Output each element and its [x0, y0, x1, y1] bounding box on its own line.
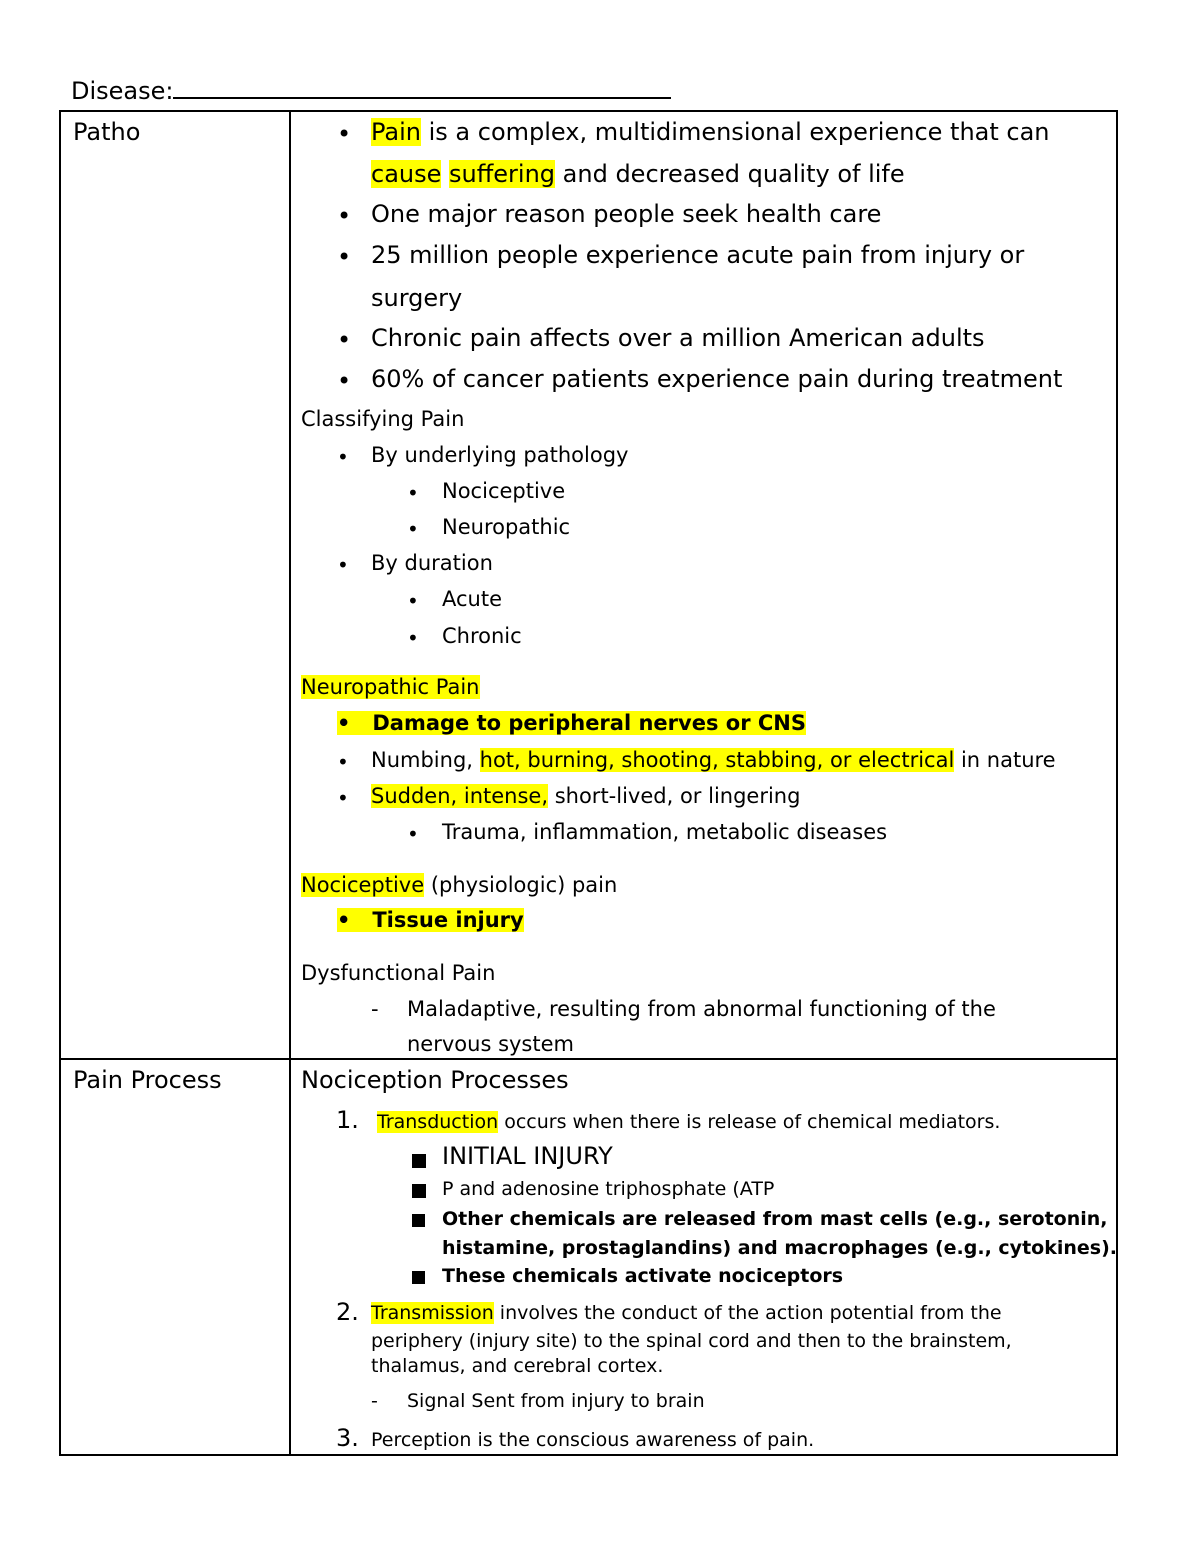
dash-icon: -	[371, 1390, 378, 1412]
bullet-icon: •	[407, 822, 419, 846]
dysfunctional-line2: nervous system	[407, 1032, 574, 1056]
dysfunctional-heading: Dysfunctional Pain	[301, 961, 496, 985]
item-number-2: 2.	[336, 1298, 359, 1326]
row-label-pain-process: Pain Process	[73, 1066, 222, 1094]
bullet-icon: •	[407, 481, 419, 505]
row-pain-process	[61, 1060, 1116, 1454]
bullet-icon: •	[337, 120, 352, 148]
transduction-text: Transduction occurs when there is release of chemical mediators.	[377, 1111, 1001, 1133]
dash-icon: -	[371, 997, 379, 1021]
nociceptive-item: Nociceptive	[442, 479, 566, 503]
bullet-pain-complex: Pain is a complex, multidimensional experience that can	[371, 118, 1050, 146]
bullet-chronic: Chronic pain affects over a million American adults	[371, 324, 985, 352]
bullet-icon: •	[407, 517, 419, 541]
disease-label: Disease:	[71, 77, 174, 105]
transmission-line3: thalamus, and cerebral cortex.	[371, 1355, 664, 1377]
bullet-pain-cont: cause suffering and decreased quality of life	[371, 160, 905, 188]
bullet-icon: •	[337, 367, 352, 395]
nociception-heading: Nociception Processes	[301, 1066, 569, 1094]
neuropathic-sudden: Sudden, intense, short-lived, or lingering	[371, 784, 801, 808]
by-duration: By duration	[371, 551, 493, 575]
neuropathic-item: Neuropathic	[442, 515, 571, 539]
transmission-line2: periphery (injury site) to the spinal cord and then to the brainstem,	[371, 1330, 1012, 1352]
bullet-icon: •	[337, 326, 352, 354]
bullet-cancer: 60% of cancer patients experience pain during treatment	[371, 365, 1063, 393]
classifying-heading: Classifying Pain	[301, 407, 465, 431]
square-bullet-icon	[412, 1184, 426, 1198]
chronic-item: Chronic	[442, 624, 522, 648]
activate-nociceptors: These chemicals activate nociceptors	[442, 1265, 844, 1287]
notes-table	[59, 110, 1118, 1456]
neuropathic-heading: Neuropathic Pain	[301, 675, 480, 699]
neuropathic-trauma: Trauma, inflammation, metabolic diseases	[442, 820, 888, 844]
square-bullet-icon	[412, 1214, 425, 1227]
bullet-major-reason: One major reason people seek health care	[371, 200, 882, 228]
bullet-icon: •	[337, 202, 352, 230]
transmission-text: Transmission involves the conduct of the action potential from the	[371, 1302, 1002, 1324]
bullet-icon: •	[337, 445, 349, 469]
neuropathic-damage: • Damage to peripheral nerves or CNS	[337, 711, 806, 735]
acute-item: Acute	[442, 587, 503, 611]
bullet-icon: •	[337, 750, 349, 774]
neuropathic-numbing: Numbing, hot, burning, shooting, stabbing, or electrical in nature	[371, 748, 1056, 772]
disease-header	[71, 77, 671, 105]
nociceptive-heading: Nociceptive (physiologic) pain	[301, 873, 618, 897]
bullet-icon: •	[407, 626, 419, 650]
row-patho	[61, 112, 1116, 1060]
disease-blank-line	[173, 77, 671, 99]
other-chemicals-line1: Other chemicals are released from mast cells (e.g., serotonin,	[442, 1208, 1108, 1230]
bullet-icon: •	[337, 553, 349, 577]
dysfunctional-line1: Maladaptive, resulting from abnormal functioning of the	[407, 997, 996, 1021]
bullet-icon: •	[337, 243, 352, 271]
bullet-25-million: 25 million people experience acute pain from injury or	[371, 241, 1025, 269]
signal-sent: Signal Sent from injury to brain	[407, 1390, 705, 1412]
initial-injury: INITIAL INJURY	[442, 1142, 613, 1170]
by-pathology: By underlying pathology	[371, 443, 629, 467]
item-number-3: 3.	[336, 1424, 359, 1452]
bullet-25-million-cont: surgery	[371, 284, 463, 312]
bullet-icon: •	[337, 786, 349, 810]
nociceptive-tissue: • Tissue injury	[337, 908, 524, 932]
bullet-icon: •	[407, 589, 419, 613]
square-bullet-icon	[412, 1271, 425, 1284]
perception-text: Perception is the conscious awareness of pain.	[371, 1429, 815, 1451]
item-number-1: 1.	[336, 1106, 359, 1134]
atp-text: P and adenosine triphosphate (ATP	[442, 1178, 775, 1200]
row-label-patho: Patho	[73, 118, 141, 146]
square-bullet-icon	[412, 1154, 426, 1168]
other-chemicals-line2: histamine, prostaglandins) and macrophages (e.g., cytokines).	[442, 1237, 1117, 1259]
